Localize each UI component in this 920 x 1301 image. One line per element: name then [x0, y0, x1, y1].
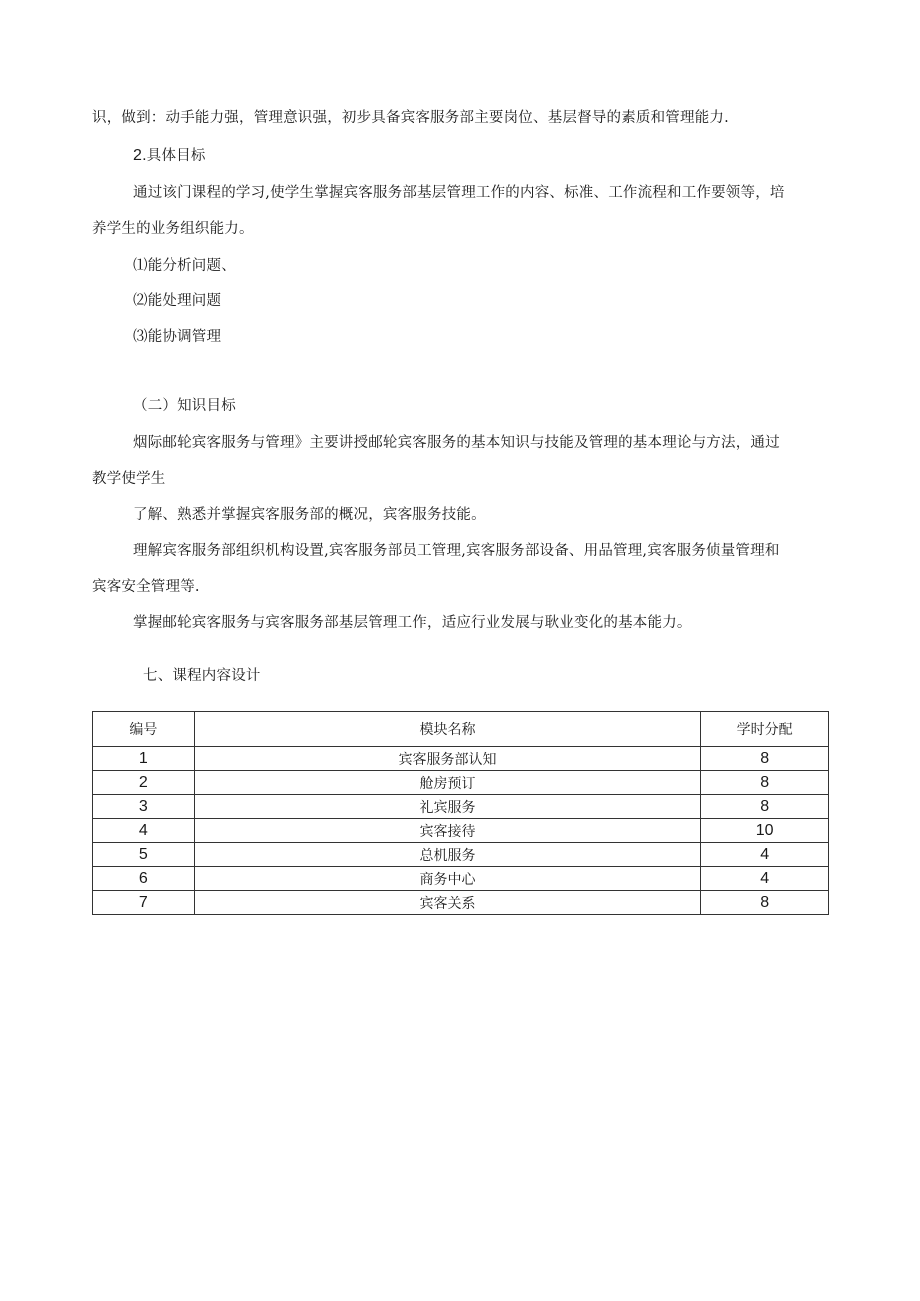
- table-row: [93, 891, 829, 915]
- cell-module-name: 宾客接待: [194, 819, 701, 843]
- cell-module-name: 礼宾服务: [194, 795, 701, 819]
- course-module-table: [92, 711, 829, 915]
- heading-knowledge-goals: （二）知识目标: [133, 398, 236, 414]
- cell-module-name: 宾客关系: [194, 891, 701, 915]
- cell-module-name: 舱房预订: [194, 771, 701, 795]
- paragraph-understand: 了解、熟悉并掌握宾客服务部的概况，宾客服务技能。: [133, 507, 486, 523]
- cell-number: 5: [93, 843, 195, 867]
- cell-number: 1: [93, 747, 195, 771]
- cell-hours: 8: [701, 747, 829, 771]
- heading-specific-goals-number: 2.: [133, 147, 147, 164]
- cell-hours: 4: [701, 867, 829, 891]
- table-row: [93, 867, 829, 891]
- paragraph-master: 掌握邮轮宾客服务与宾客服务部基层管理工作，适应行业发展与耿业变化的基本能力。: [133, 615, 692, 631]
- table-row: [93, 795, 829, 819]
- cell-number: 3: [93, 795, 195, 819]
- table-row: [93, 819, 829, 843]
- cell-number: 4: [93, 819, 195, 843]
- table-header-row: [93, 712, 829, 747]
- column-header-number: 编号: [93, 712, 195, 747]
- table-row: [93, 771, 829, 795]
- heading-specific-goals: [133, 146, 206, 166]
- heading-specific-goals-text: 具体目标: [146, 148, 206, 164]
- paragraph-comprehend-line2: 宾客安全管理等.: [92, 579, 200, 595]
- cell-hours: 4: [701, 843, 829, 867]
- paragraph-specific-goals-line2: 养学生的业务组织能力。: [92, 221, 254, 237]
- heading-course-content-design: 七、课程内容设计: [143, 668, 261, 684]
- cell-module-name: 总机服务: [194, 843, 701, 867]
- paragraph-comprehend-line1: 理解宾客服务部组织机构设置,宾客服务部员工管理,宾客服务部设备、用品管理,宾客服务侦量管理和: [133, 543, 780, 559]
- paragraph-ability-summary: 识，做到：动手能力强，管理意识强，初步具备宾客服务部主要岗位、基层督导的素质和管理能力.: [92, 110, 729, 126]
- cell-number: 6: [93, 867, 195, 891]
- paragraph-knowledge-line2: 教学使学生: [92, 471, 166, 487]
- column-header-module-name: 模块名称: [194, 712, 701, 747]
- list-item-analyze: ⑴能分析问题、: [133, 258, 236, 274]
- table-row: [93, 843, 829, 867]
- paragraph-specific-goals-line1: 通过该门课程的学习,使学生掌握宾客服务部基层管理工作的内容、标准、工作流程和工作要领等，培: [133, 185, 785, 201]
- cell-hours: 8: [701, 891, 829, 915]
- cell-hours: 10: [701, 819, 829, 843]
- list-item-handle: ⑵能处理问题: [133, 293, 222, 309]
- paragraph-knowledge-line1: 烟际邮轮宾客服务与管理》主要讲授邮轮宾客服务的基本知识与技能及管理的基本理论与方法，通过: [133, 435, 780, 451]
- cell-hours: 8: [701, 795, 829, 819]
- list-item-coordinate: ⑶能协调管理: [133, 329, 222, 345]
- cell-module-name: 商务中心: [194, 867, 701, 891]
- cell-hours: 8: [701, 771, 829, 795]
- cell-number: 2: [93, 771, 195, 795]
- cell-module-name: 宾客服务部认知: [194, 747, 701, 771]
- column-header-hours: 学时分配: [701, 712, 829, 747]
- cell-number: 7: [93, 891, 195, 915]
- table-row: [93, 747, 829, 771]
